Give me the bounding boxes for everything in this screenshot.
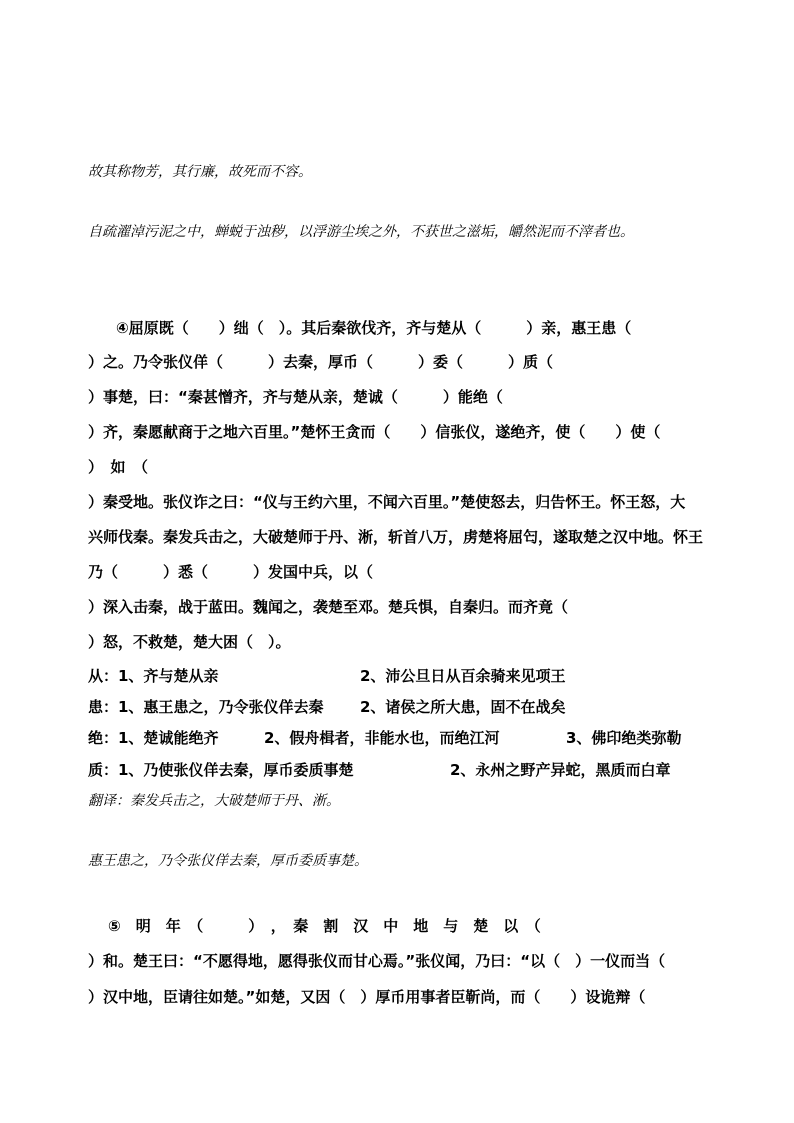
vocab-jue: [88, 728, 682, 748]
passage5-line-1: ⑤ 明 年 （ ） ， 秦 割 汉 中 地 与 楚 以 （: [108, 917, 541, 935]
vocab-jue-2: 2、假舟楫者，非能水也，而绝江河: [264, 729, 500, 747]
passage4-line-4: ）齐，秦愿献商于之地六百里。”楚怀王贪而（ ）信张仪，遂绝齐，使（ ）使（: [88, 423, 661, 441]
vocab-jue-1: 绝：1、楚诚能绝齐: [88, 729, 219, 747]
vocab-cong-1: 从：1、齐与楚从亲: [88, 667, 219, 685]
passage4-line-1: ④屈原既（ ）绌（ ）。其后秦欲伐齐，齐与楚从（ ）亲，惠王患（: [116, 319, 632, 337]
vocab-zhi: [88, 760, 671, 780]
translation-line-1: 故其称物芳，其行廉，故死而不容。: [88, 164, 312, 180]
vocab-zhi-2: 2、永州之野产异蛇，黑质而白章: [450, 761, 671, 779]
vocab-cong-2: 2、沛公旦日从百余骑来见项王: [360, 667, 566, 685]
vocab-huan: [88, 697, 566, 717]
passage4-line-3: ）事楚，曰：“秦甚憎齐，齐与楚从亲，楚诚（ ）能绝（: [88, 388, 503, 406]
passage4-line-5: ） 如 （: [88, 458, 149, 476]
passage4-line-8: 乃（ ）悉（ ）发国中兵，以（: [88, 563, 374, 581]
vocab-zhi-1: 质：1、乃使张仪佯去秦，厚币委质事楚: [88, 761, 354, 779]
passage4-line-6: ）秦受地。张仪诈之曰：“仪与王约六里，不闻六百里。”楚使怒去，归告怀王。怀王怒，大: [88, 493, 686, 511]
passage4-line-2: ）之。乃令张仪佯（ ）去秦，厚币（ ）委（ ）质（: [88, 353, 554, 371]
passage5-line-2: ）和。楚王曰：“不愿得地，愿得张仪而甘心焉。”张仪闻，乃曰：“以（ ）一仪而当（: [88, 952, 666, 970]
passage4-line-7: 兴师伐秦。秦发兵击之，大破楚师于丹、淅，斩首八万，虏楚将屈匄，遂取楚之汉中地。怀王: [88, 528, 704, 546]
vocab-huan-2: 2、诸侯之所大患，固不在战矣: [360, 698, 566, 716]
translate-prompt: 翻译：秦发兵击之，大破楚师于丹、淅。: [88, 793, 340, 809]
passage4-line-9: ）深入击秦，战于蓝田。魏闻之，袭楚至邓。楚兵惧，自秦归。而齐竟（: [88, 598, 569, 616]
vocab-cong: [88, 666, 566, 686]
vocab-jue-3: 3、佛印绝类弥勒: [566, 729, 682, 747]
vocab-huan-1: 患：1、惠王患之，乃令张仪佯去秦: [88, 698, 324, 716]
translation-line-2: 自疏濯淖污泥之中，蝉蜕于浊秽，以浮游尘埃之外，不获世之滋垢，皭然泥而不滓者也。: [88, 224, 634, 240]
passage5-line-3: ）汉中地，臣请往如楚。”如楚，又因（ ）厚币用事者臣靳尚，而（ ）设诡辩（: [88, 988, 646, 1006]
translate-prompt-2: 惠王患之，乃令张仪佯去秦，厚币委质事楚。: [88, 853, 368, 869]
passage4-line-10: ）怒，不救楚，楚大困（ ）。: [88, 633, 291, 651]
